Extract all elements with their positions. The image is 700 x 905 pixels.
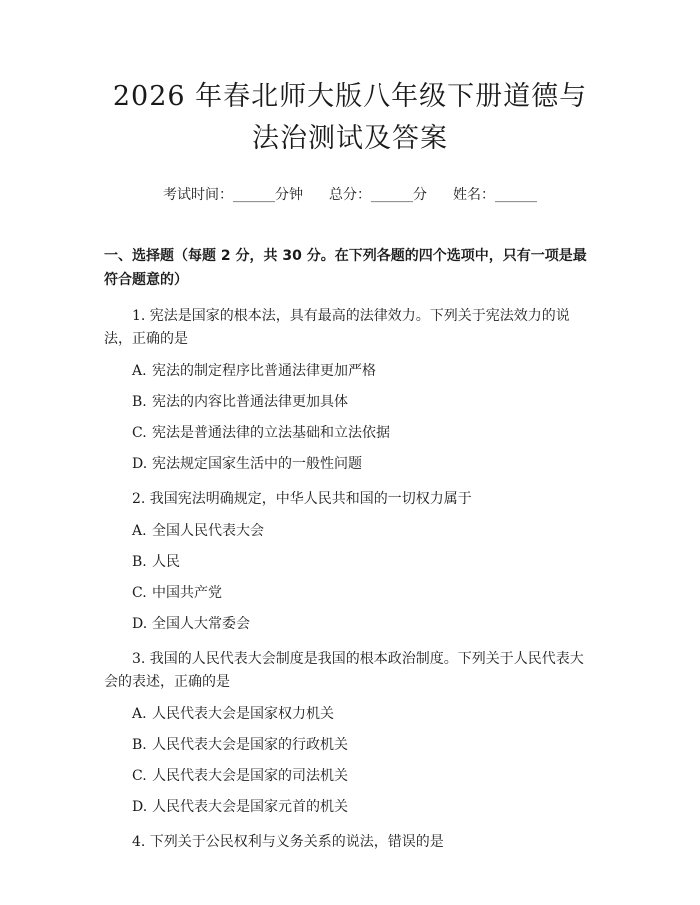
- option-text: 人民代表大会是国家元首的机关: [152, 799, 348, 815]
- option-letter: A.: [132, 363, 147, 379]
- total-score-field: 总分：______分: [329, 187, 427, 203]
- option-text: 人民: [152, 554, 180, 570]
- option-letter: B.: [132, 554, 147, 570]
- question-2-option-d: [104, 613, 596, 635]
- option-text: 人民代表大会是国家的行政机关: [152, 737, 348, 753]
- option-text: 全国人大常委会: [152, 616, 250, 632]
- option-letter: C.: [132, 585, 147, 601]
- question-2: 2. 我国宪法明确规定，中华人民共和国的一切权力属于: [132, 491, 472, 507]
- option-letter: A.: [132, 706, 147, 722]
- option-letter: D.: [132, 456, 148, 472]
- option-letter: C.: [132, 425, 147, 441]
- option-text: 全国人民代表大会: [152, 523, 264, 539]
- question-1-option-c: [104, 422, 596, 444]
- option-letter: B.: [132, 737, 147, 753]
- option-text: 人民代表大会是国家的司法机关: [152, 768, 348, 784]
- question-4: 4. 下列关于公民权利与义务关系的说法，错误的是: [132, 834, 444, 850]
- option-letter: D.: [132, 799, 148, 815]
- question-1: 1. 宪法是国家的根本法，具有最高的法律效力。下列关于宪法效力的说法，正确的是: [104, 308, 570, 347]
- option-letter: B.: [132, 394, 147, 410]
- option-text: 宪法的制定程序比普通法律更加严格: [152, 363, 376, 379]
- question-2-option-c: [104, 582, 596, 604]
- option-text: 宪法是普通法律的立法基础和立法依据: [152, 425, 390, 441]
- option-letter: C.: [132, 768, 147, 784]
- question-1-option-d: [104, 453, 596, 475]
- exam-time-field: 考试时间：______分钟: [163, 187, 303, 203]
- option-letter: D.: [132, 616, 148, 632]
- option-text: 宪法规定国家生活中的一般性问题: [152, 456, 362, 472]
- question-2-option-a: [104, 520, 596, 542]
- option-text: 宪法的内容比普通法律更加具体: [152, 394, 348, 410]
- exam-info-line: [104, 184, 596, 204]
- section-heading-choice: 一、选择题（每题 2 分，共 30 分。在下列各题的四个选项中，只有一项是最符合题意的）: [104, 248, 587, 288]
- question-3-option-c: [104, 765, 596, 787]
- question-3-option-a: [104, 703, 596, 725]
- option-letter: A.: [132, 523, 147, 539]
- question-3-option-b: [104, 734, 596, 756]
- student-name-field: 姓名：______: [453, 187, 537, 203]
- question-1-option-a: [104, 360, 596, 382]
- question-3: 3. 我国的人民代表大会制度是我国的根本政治制度。下列关于人民代表大会的表述，正确的是: [104, 651, 584, 690]
- option-text: 人民代表大会是国家权力机关: [152, 706, 334, 722]
- document-title: 2026 年春北师大版八年级下册道德与法治测试及答案: [112, 81, 588, 154]
- question-3-option-d: [104, 796, 596, 818]
- question-1-option-b: [104, 391, 596, 413]
- question-2-option-b: [104, 551, 596, 573]
- option-text: 中国共产党: [152, 585, 222, 601]
